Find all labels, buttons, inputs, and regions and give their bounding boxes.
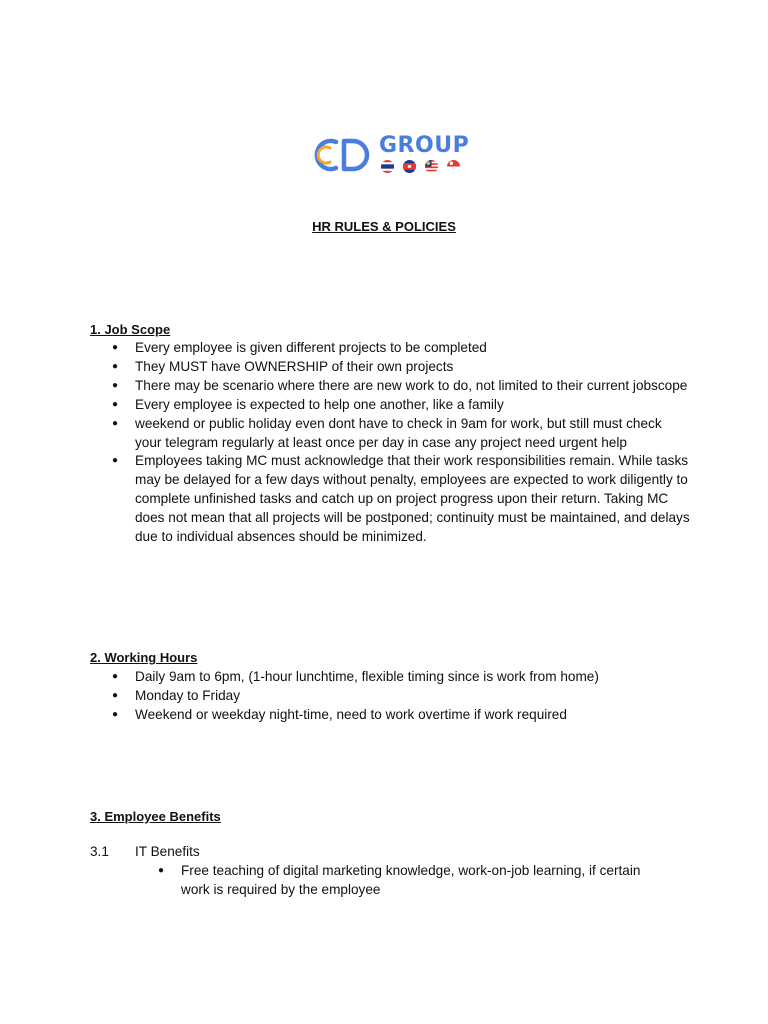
working-hours-list: [90, 668, 690, 725]
list-item: ● Daily 9am to 6pm, (1-hour lunchtime, flexible timing since is work from home): [90, 668, 690, 687]
malaysia-flag-icon: [425, 160, 438, 173]
document-title: HR RULES & POLICIES: [312, 219, 456, 234]
subsection-number: 3.1: [90, 844, 109, 859]
country-flags: [381, 160, 460, 173]
cambodia-flag-icon: [403, 160, 416, 173]
company-logo: [306, 133, 470, 177]
list-item: ● They MUST have OWNERSHIP of their own projects: [90, 358, 690, 377]
list-item: ● Every employee is expected to help one another, like a family: [90, 396, 690, 415]
subsection-title: IT Benefits: [135, 844, 200, 859]
list-item: ● weekend or public holiday even dont have to check in 9am for work, but still must check your telegram regularly at least once per day in case any project need urgent help: [90, 415, 690, 453]
list-item: ● Weekend or weekday night-time, need to work overtime if work required: [90, 706, 690, 725]
job-scope-list: [90, 339, 690, 547]
list-item: ● Every employee is given different projects to be completed: [90, 339, 690, 358]
section-heading-working-hours: 2. Working Hours: [90, 650, 198, 665]
singapore-flag-icon: [447, 160, 460, 173]
list-item: ● There may be scenario where there are new work to do, not limited to their current jobscope: [90, 377, 690, 396]
it-benefits-list: [135, 862, 655, 900]
logo-wordmark: GROUP: [379, 133, 470, 158]
cd-logo-mark-icon: [306, 133, 376, 177]
thailand-flag-icon: [381, 160, 394, 173]
section-heading-job-scope: 1. Job Scope: [90, 322, 171, 337]
list-item: ● Free teaching of digital marketing knowledge, work-on-job learning, if certain work is required by the employee: [135, 862, 655, 900]
section-heading-employee-benefits: 3. Employee Benefits: [90, 809, 221, 824]
list-item: ● Employees taking MC must acknowledge that their work responsibilities remain. While tasks may be delayed for a few days without penalty, employees are expected to work diligently to complete unfinished tasks and catch up on project progress upon their return. Taking MC does not mean that all projects will be postponed; continuity must be maintained, and delays due to individual absences should be minimized.: [90, 452, 690, 547]
list-item: ● Monday to Friday: [90, 687, 690, 706]
